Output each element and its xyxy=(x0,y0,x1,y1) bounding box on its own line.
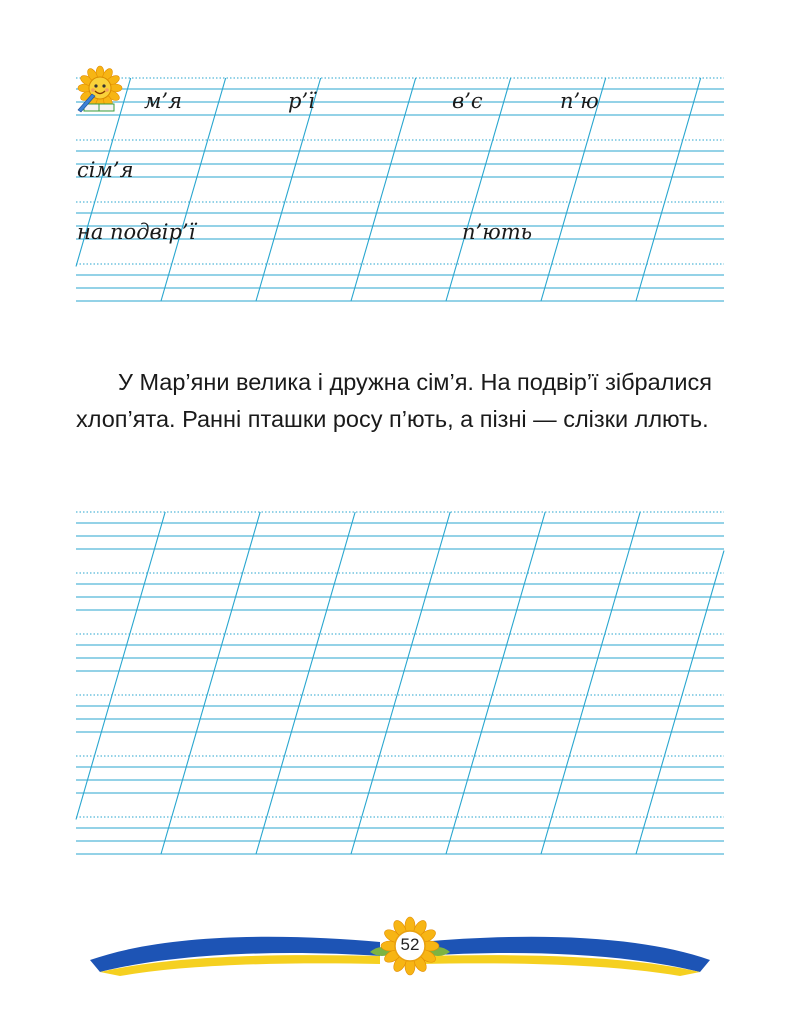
reading-paragraph xyxy=(76,364,726,438)
handwriting-word: м’я xyxy=(144,89,182,113)
handwriting-word: в’є xyxy=(452,89,483,113)
copybook-ruling-bottom xyxy=(76,510,724,880)
handwriting-word: п’ють xyxy=(462,220,533,244)
handwriting-word: р’ї xyxy=(288,89,315,113)
handwriting-word: сім’я xyxy=(77,158,134,182)
ruling-slant-line xyxy=(351,78,416,301)
ruling-slant-line xyxy=(636,551,724,854)
ruling-slant-line xyxy=(161,512,260,854)
ruling-slant-line xyxy=(351,512,450,854)
handwriting-word: п’ю xyxy=(560,89,599,113)
ruling-slant-line xyxy=(636,78,701,301)
copybook-ruling-top xyxy=(76,76,724,326)
page-footer xyxy=(90,912,710,978)
ruling-slant-line xyxy=(446,512,545,854)
page-number: 52 xyxy=(400,935,420,954)
practice-lines xyxy=(76,510,724,880)
ruling-slant-line xyxy=(76,512,165,820)
handwriting-phrase: на подвір’ї xyxy=(77,220,196,244)
ruling-slant-line xyxy=(256,512,355,854)
paragraph-text: У Мар’яни велика і дружна сім’я. На подвір’ї зібралися хлоп’ята. Ранні пташки росу п’ють, а пізні — слізки ллють. xyxy=(76,369,712,432)
sunflower-pencil-icon xyxy=(74,66,126,114)
ruling-slant-line xyxy=(541,512,640,854)
handwriting-exercise xyxy=(76,76,724,326)
